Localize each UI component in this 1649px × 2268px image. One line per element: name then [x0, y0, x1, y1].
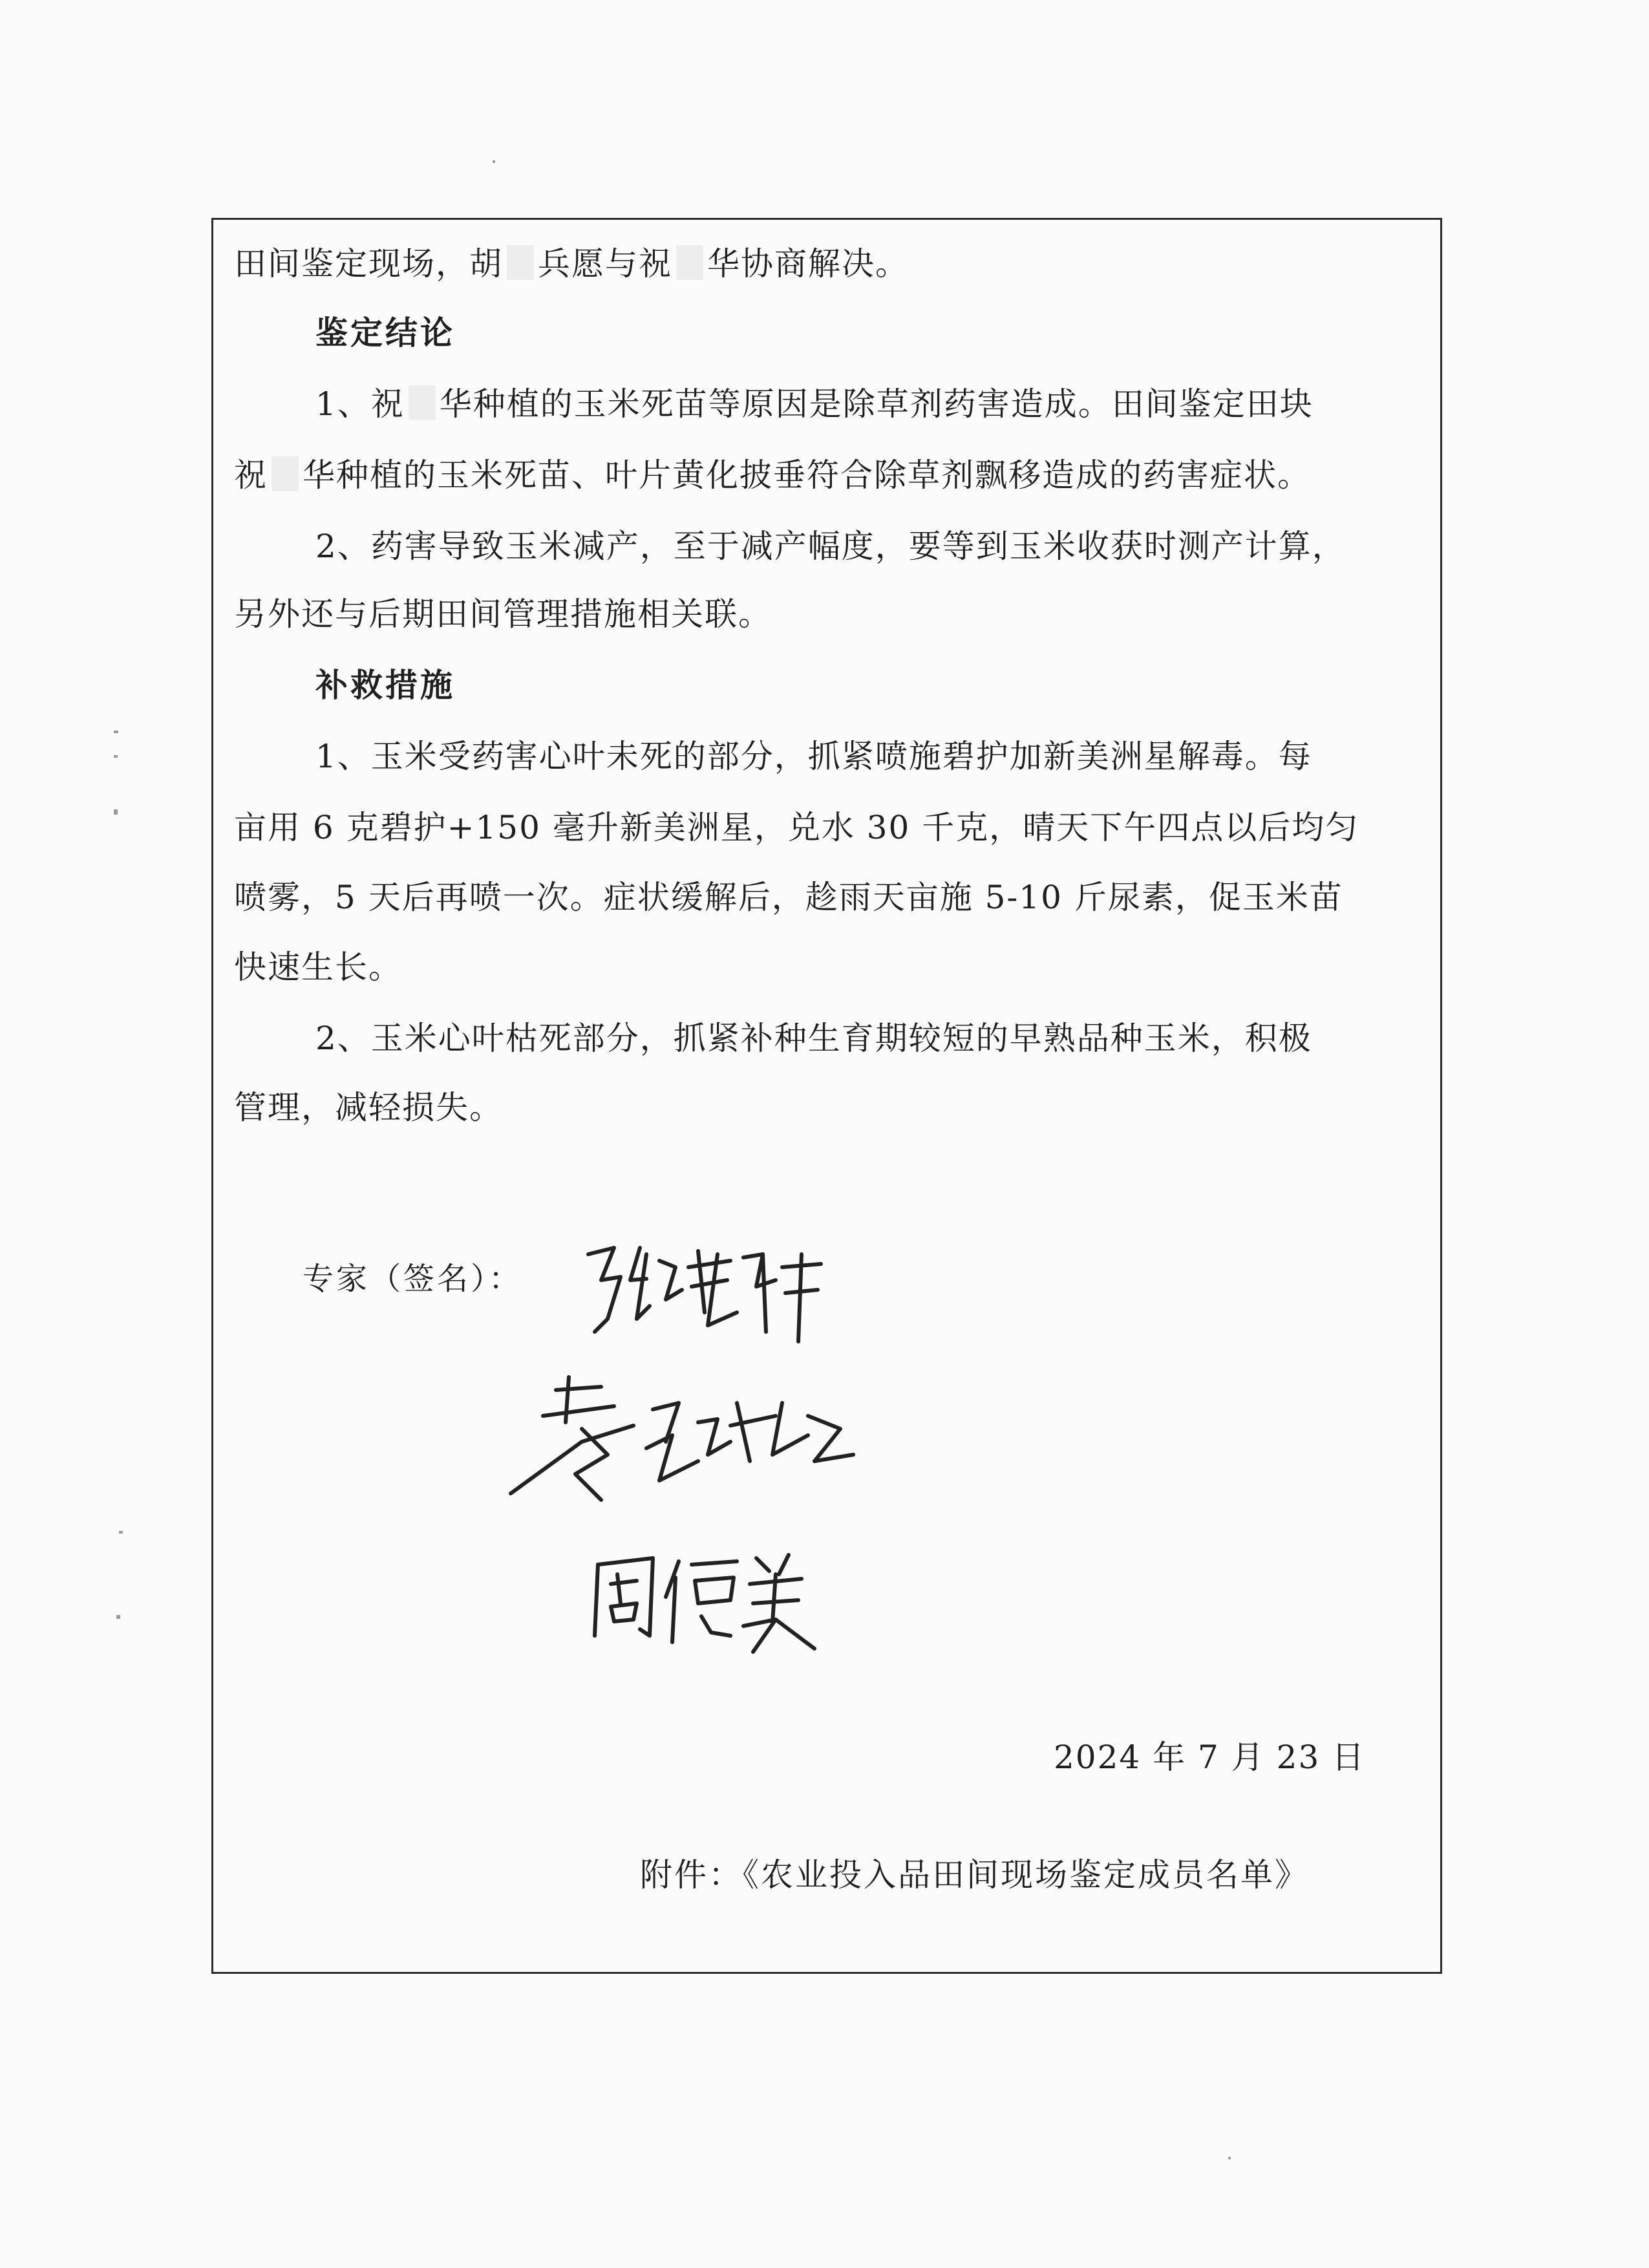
- scan-speck: [493, 160, 495, 163]
- paragraph-line: 另外还与后期田间管理措施相关联。: [234, 595, 772, 633]
- redaction-box: [409, 385, 436, 420]
- attachment-note: 附件：《农业投入品田间现场鉴定成员名单》: [640, 1856, 1309, 1894]
- paragraph-line: 1、玉米受药害心叶未死的部分，抓紧喷施碧护加新美洲星解毒。每: [315, 738, 1312, 775]
- scan-speck: [119, 1531, 123, 1534]
- handwritten-signature: [504, 1364, 866, 1519]
- text-segment: 华种植的玉米死苗、叶片黄化披垂符合除草剂飘移造成的药害症状。: [303, 456, 1311, 494]
- paragraph-line: 管理，减轻损失。: [234, 1089, 503, 1126]
- scan-speck: [114, 755, 118, 758]
- redaction-box: [507, 245, 534, 280]
- handwritten-signature: [582, 1539, 827, 1655]
- handwritten-signature: [569, 1228, 840, 1358]
- paragraph-line: 2、药害导致玉米减产，至于减产幅度，要等到玉米收获时测产计算，: [315, 528, 1346, 565]
- section-heading-remedy: 补救措施: [315, 667, 455, 704]
- scan-speck: [116, 1615, 120, 1619]
- scan-speck: [114, 731, 118, 733]
- text-segment: 1、祝: [315, 385, 405, 423]
- document-date: 2024 年 7 月 23 日: [1054, 1738, 1366, 1776]
- paragraph-line: [234, 456, 1425, 495]
- section-heading-conclusion: 鉴定结论: [315, 314, 455, 352]
- scan-speck: [1228, 2157, 1231, 2159]
- text-segment: 田间鉴定现场，胡: [234, 245, 503, 283]
- text-segment: 兵愿与祝: [538, 245, 672, 283]
- paragraph-line: [315, 385, 1425, 423]
- redaction-box: [271, 456, 299, 491]
- text-segment: 华种植的玉米死苗等原因是除草剂药害造成。田间鉴定田块: [439, 385, 1314, 423]
- redaction-box: [676, 245, 703, 280]
- text-segment: 华协商解决。: [707, 245, 909, 283]
- text-segment: 祝: [234, 456, 268, 494]
- signature-label: 专家（签名）：: [303, 1261, 523, 1297]
- paragraph-line: 快速生长。: [234, 948, 402, 986]
- paragraph-line: 2、玉米心叶枯死部分，抓紧补种生育期较短的早熟品种玉米，积极: [315, 1020, 1312, 1057]
- scan-speck: [114, 809, 118, 815]
- paragraph-line: [234, 244, 1425, 283]
- paragraph-line: 喷雾，5 天后再喷一次。症状缓解后，趁雨天亩施 5-10 斤尿素，促玉米苗: [234, 879, 1343, 916]
- paragraph-line: 亩用 6 克碧护+150 毫升新美洲星，兑水 30 千克，晴天下午四点以后均匀: [234, 809, 1359, 846]
